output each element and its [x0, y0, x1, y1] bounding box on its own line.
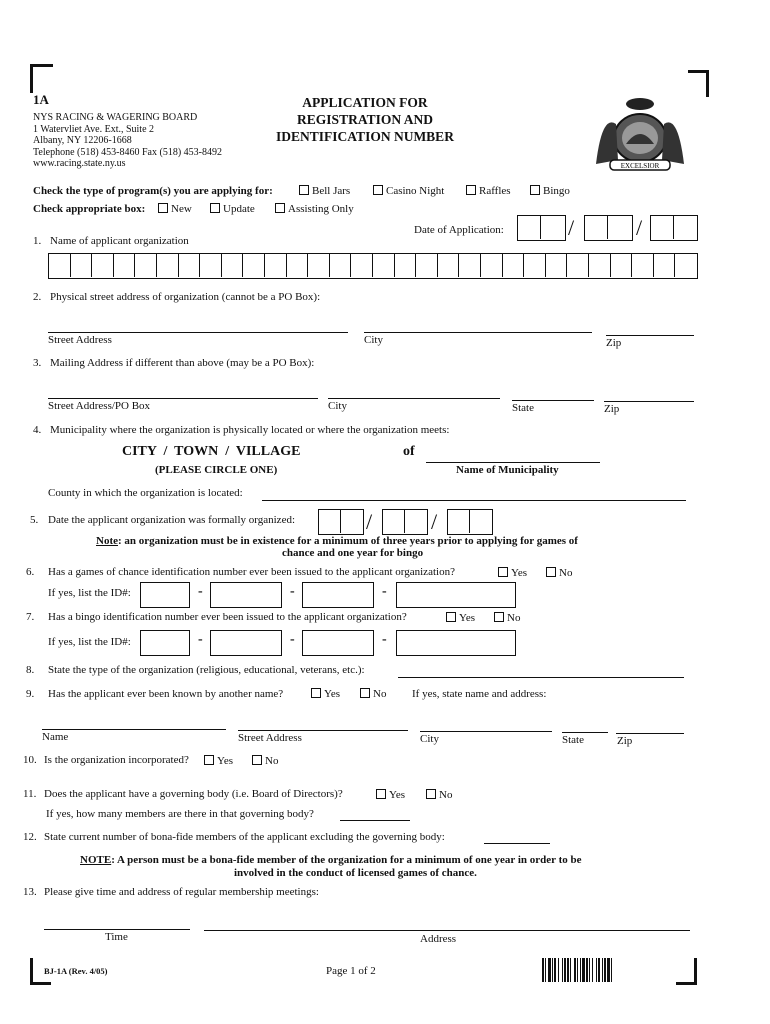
q9-ifyes: If yes, state name and address:: [412, 688, 547, 700]
organization-type-field[interactable]: [398, 677, 684, 678]
former-zip-field[interactable]: [616, 733, 684, 734]
county-label: County in which the organization is located:: [48, 487, 243, 499]
name-cell-divider: [242, 253, 243, 277]
q4-text: Municipality where the organization is physically located or where the organization meets:: [50, 424, 450, 436]
checkbox-icon: [376, 789, 386, 799]
former-state-field[interactable]: [562, 732, 608, 733]
q11-no-option[interactable]: [426, 789, 452, 801]
q2-text: Physical street address of organization (cannot be a PO Box):: [50, 291, 321, 303]
barcode-bar: [596, 958, 597, 982]
note-text: : A person must be a bona-fide member of the organization for a minimum of one year in order to be: [111, 854, 582, 866]
bona-fide-members-field[interactable]: [484, 843, 550, 844]
no-label: No: [507, 612, 521, 624]
q5-note: [96, 535, 578, 547]
q1-text: Name of applicant organization: [50, 235, 189, 247]
barcode-bar: [611, 958, 612, 982]
q12-note-line2: involved in the conduct of licensed games of chance.: [234, 867, 477, 879]
name-cell-divider: [70, 253, 71, 277]
organized-month-field[interactable]: [318, 509, 364, 535]
note-label: Note: [96, 535, 118, 547]
state-label: State: [512, 402, 534, 414]
barcode-bar: [598, 958, 600, 982]
checkbox-icon: [210, 203, 220, 213]
checkbox-icon: [360, 688, 370, 698]
q9-no-option[interactable]: [360, 688, 386, 700]
question-number: 9.: [26, 688, 35, 700]
q5-note-line2: chance and one year for bingo: [282, 547, 424, 559]
option-label: Bingo: [543, 185, 570, 197]
title-line: REGISTRATION AND: [297, 112, 433, 127]
question-number: 13.: [23, 886, 37, 898]
barcode-bar: [586, 958, 588, 982]
id-list-label: If yes, list the ID#:: [48, 587, 131, 599]
name-cell-divider: [329, 253, 330, 277]
former-city-field[interactable]: [420, 731, 552, 732]
barcode-bar: [548, 958, 551, 982]
gc-id-part1-field[interactable]: [140, 582, 190, 608]
form-revision: BJ-1A (Rev. 4/05): [44, 966, 108, 976]
checkbox-icon: [275, 203, 285, 213]
barcode-bar: [574, 958, 576, 982]
organized-day-field[interactable]: [382, 509, 428, 535]
name-cell-divider: [286, 253, 287, 277]
application-month-field[interactable]: [517, 215, 566, 241]
barcode-bar: [542, 958, 544, 982]
no-label: No: [373, 688, 387, 700]
date-slash: /: [568, 215, 575, 240]
agency-line: Telephone (518) 453-8460 Fax (518) 453-8492: [33, 146, 222, 158]
form-code: 1A: [33, 92, 49, 107]
bingo-id-part4-field[interactable]: [396, 630, 516, 656]
q12-text: State current number of bona-fide members of the applicant excluding the governing body:: [44, 831, 445, 843]
address-label: Address: [420, 933, 457, 945]
checkbox-icon: [204, 755, 214, 765]
option-label: Raffles: [479, 185, 511, 197]
id-dash: -: [290, 632, 295, 647]
seal-text: EXCELSIOR: [620, 162, 660, 170]
yes-label: Yes: [459, 612, 476, 624]
option-new[interactable]: [158, 203, 192, 215]
q10-yes-option[interactable]: [204, 755, 233, 767]
street-address-field[interactable]: [48, 332, 348, 333]
name-cell-divider: [566, 253, 567, 277]
q11-yes-option[interactable]: [376, 789, 405, 801]
q7-no-option[interactable]: [494, 612, 520, 624]
mailing-street-field[interactable]: [48, 398, 318, 399]
agency-line: Albany, NY 12206-1668: [33, 135, 132, 146]
meeting-address-field[interactable]: [204, 930, 690, 931]
checkbox-icon: [494, 612, 504, 622]
date-slash: /: [366, 509, 373, 534]
page-number: Page 1 of 2: [326, 965, 376, 977]
corner-mark-top-right: [688, 70, 709, 97]
checkbox-icon: [446, 612, 456, 622]
question-number: 1.: [33, 235, 42, 247]
street-address-label: Street Address: [238, 732, 302, 744]
agency-line: 1 Watervliet Ave. Ext., Suite 2: [33, 123, 155, 135]
digit-divider: [673, 215, 674, 239]
bingo-id-part1-field[interactable]: [140, 630, 190, 656]
mailing-city-field[interactable]: [328, 398, 500, 399]
city-label: City: [364, 334, 383, 346]
zip-label: Zip: [617, 735, 633, 747]
barcode-bar: [552, 958, 553, 982]
checkbox-icon: [299, 185, 309, 195]
date-of-application-label: Date of Application:: [414, 224, 504, 236]
digit-divider: [469, 509, 470, 533]
municipality-field[interactable]: [426, 462, 600, 463]
name-cell-divider: [91, 253, 92, 277]
checkbox-icon: [311, 688, 321, 698]
county-field[interactable]: [262, 500, 686, 501]
id-dash: -: [198, 584, 203, 599]
question-number: 6.: [26, 566, 35, 578]
yes-label: Yes: [389, 789, 406, 801]
state-seal-icon: [588, 94, 692, 174]
page-title: [240, 94, 490, 145]
no-label: No: [265, 755, 279, 767]
barcode-bar: [589, 958, 590, 982]
mailing-zip-field[interactable]: [604, 401, 694, 402]
municipality-label: Name of Municipality: [456, 464, 559, 476]
circle-one-label: (PLEASE CIRCLE ONE): [155, 464, 278, 476]
barcode-bar: [564, 958, 566, 982]
name-cell-divider: [674, 253, 675, 277]
q9-yes-option[interactable]: [311, 688, 340, 700]
name-cell-divider: [307, 253, 308, 277]
q5-text: Date the applicant organization was formally organized:: [48, 514, 296, 526]
q10-text: Is the organization incorporated?: [44, 754, 189, 766]
barcode-bar: [554, 958, 556, 982]
mailing-state-field[interactable]: [512, 400, 594, 401]
id-dash: -: [290, 584, 295, 599]
option-bingo[interactable]: [530, 185, 570, 197]
option-label: Bell Jars: [312, 185, 351, 197]
box-check-label: Check appropriate box:: [33, 203, 146, 215]
barcode-bar: [582, 958, 585, 982]
barcode-bar: [558, 958, 559, 982]
q6-text: Has a games of chance identification number ever been issued to the applicant organization?: [48, 566, 455, 578]
digit-divider: [607, 215, 608, 239]
q7-text: Has a bingo identification number ever been issued to the applicant organization?: [48, 611, 407, 623]
checkbox-icon: [426, 789, 436, 799]
name-cell-divider: [156, 253, 157, 277]
id-list-label: If yes, list the ID#:: [48, 636, 131, 648]
name-cell-divider: [523, 253, 524, 277]
checkbox-icon: [252, 755, 262, 765]
date-slash: /: [636, 215, 643, 240]
option-raffles[interactable]: [466, 185, 511, 197]
id-dash: -: [382, 632, 387, 647]
q13-text: Please give time and address of regular membership meetings:: [44, 886, 319, 898]
name-cell-divider: [199, 253, 200, 277]
note-label: NOTE: [80, 854, 112, 866]
no-label: No: [439, 789, 453, 801]
zip-label: Zip: [604, 403, 620, 415]
q6-no-option[interactable]: [546, 567, 572, 579]
title-line: IDENTIFICATION NUMBER: [276, 129, 454, 144]
city-label: City: [328, 400, 347, 412]
barcode: [542, 958, 652, 982]
q3-text: Mailing Address if different than above (may be a PO Box):: [50, 357, 315, 369]
digit-divider: [340, 509, 341, 533]
bingo-id-part3-field[interactable]: [302, 630, 374, 656]
barcode-bar: [562, 958, 563, 982]
checkbox-icon: [546, 567, 556, 577]
name-label: Name: [42, 731, 69, 743]
former-street-field[interactable]: [238, 730, 408, 731]
option-bell-jars[interactable]: [299, 185, 350, 197]
date-slash: /: [431, 509, 438, 534]
question-number: 10.: [23, 754, 37, 766]
name-cell-divider: [653, 253, 654, 277]
name-cell-divider: [588, 253, 589, 277]
agency-line: www.racing.state.ny.us: [33, 158, 126, 169]
id-dash: -: [382, 584, 387, 599]
note-text: : an organization must be in existence for a minimum of three years prior to applying for games of: [118, 535, 578, 547]
q8-text: State the type of the organization (religious, educational, veterans, etc.):: [48, 664, 365, 676]
bingo-id-part2-field[interactable]: [210, 630, 282, 656]
question-number: 3.: [33, 357, 42, 369]
corner-mark-bottom-right: [676, 958, 697, 985]
question-number: 7.: [26, 611, 35, 623]
question-number: 2.: [33, 291, 42, 303]
q11-text: Does the applicant have a governing body (i.e. Board of Directors)?: [44, 788, 343, 800]
zip-field[interactable]: [606, 335, 694, 336]
name-cell-divider: [545, 253, 546, 277]
name-cell-divider: [610, 253, 611, 277]
street-po-box-label: Street Address/PO Box: [48, 400, 151, 412]
barcode-bar: [567, 958, 569, 982]
name-cell-divider: [134, 253, 135, 277]
state-label: State: [562, 734, 584, 746]
gc-id-part4-field[interactable]: [396, 582, 516, 608]
former-name-field[interactable]: [42, 729, 226, 730]
zip-label: Zip: [606, 337, 622, 349]
q10-no-option[interactable]: [252, 755, 278, 767]
option-label: Assisting Only: [288, 203, 354, 215]
question-number: 4.: [33, 424, 42, 436]
program-label: Check the type of program(s) you are applying for:: [33, 185, 273, 197]
yes-label: Yes: [324, 688, 341, 700]
checkbox-icon: [373, 185, 383, 195]
agency-block: [33, 112, 222, 170]
option-label: Update: [223, 203, 255, 215]
name-cell-divider: [264, 253, 265, 277]
agency-line: NYS RACING & WAGERING BOARD: [33, 112, 198, 123]
gc-id-part3-field[interactable]: [302, 582, 374, 608]
application-day-field[interactable]: [584, 215, 633, 241]
checkbox-icon: [466, 185, 476, 195]
question-number: 5.: [30, 514, 39, 526]
time-label: Time: [105, 931, 128, 943]
title-line: APPLICATION FOR: [302, 95, 428, 110]
city-field[interactable]: [364, 332, 592, 333]
barcode-bar: [604, 958, 606, 982]
name-cell-divider: [350, 253, 351, 277]
option-label: New: [171, 203, 192, 215]
corner-mark-top-left: [30, 64, 53, 93]
name-cell-divider: [113, 253, 114, 277]
question-number: 8.: [26, 664, 35, 676]
checkbox-icon: [530, 185, 540, 195]
digit-divider: [404, 509, 405, 533]
city-label: City: [420, 733, 439, 745]
barcode-bar: [602, 958, 603, 982]
question-number: 12.: [23, 831, 37, 843]
organized-year-field[interactable]: [447, 509, 493, 535]
name-cell-divider: [480, 253, 481, 277]
name-cell-divider: [178, 253, 179, 277]
yes-label: Yes: [511, 567, 528, 579]
q6-yes-option[interactable]: [498, 567, 527, 579]
name-cell-divider: [502, 253, 503, 277]
option-label: Casino Night: [386, 185, 445, 197]
no-label: No: [559, 567, 573, 579]
question-number: 11.: [23, 788, 37, 800]
digit-divider: [540, 215, 541, 239]
q11-sub: If yes, how many members are there in that governing body?: [46, 808, 314, 820]
barcode-bar: [607, 958, 610, 982]
checkbox-icon: [158, 203, 168, 213]
yes-label: Yes: [217, 755, 234, 767]
q9-text: Has the applicant ever been known by another name?: [48, 688, 284, 700]
name-cell-divider: [372, 253, 373, 277]
option-casino-night[interactable]: [373, 185, 444, 197]
name-cell-divider: [221, 253, 222, 277]
barcode-bar: [592, 958, 593, 982]
governing-members-field[interactable]: [340, 820, 410, 821]
name-cell-divider: [437, 253, 438, 277]
street-address-label: Street Address: [48, 334, 112, 346]
name-cell-divider: [394, 253, 395, 277]
name-cell-divider: [458, 253, 459, 277]
meeting-time-field[interactable]: [44, 929, 190, 930]
city-town-village-choice[interactable]: CITY / TOWN / VILLAGE: [122, 444, 301, 459]
id-dash: -: [198, 632, 203, 647]
name-cell-divider: [631, 253, 632, 277]
name-cell-divider: [415, 253, 416, 277]
application-year-field[interactable]: [650, 215, 698, 241]
barcode-bar: [577, 958, 578, 982]
checkbox-icon: [498, 567, 508, 577]
of-label: of: [403, 444, 415, 459]
gc-id-part2-field[interactable]: [210, 582, 282, 608]
barcode-bar: [570, 958, 571, 982]
q7-yes-option[interactable]: [446, 612, 475, 624]
barcode-bar: [580, 958, 581, 982]
organization-name-field[interactable]: [48, 253, 698, 279]
option-update[interactable]: [210, 203, 255, 215]
option-assisting-only[interactable]: [275, 203, 354, 215]
q12-note: [80, 854, 582, 866]
barcode-bar: [545, 958, 546, 982]
